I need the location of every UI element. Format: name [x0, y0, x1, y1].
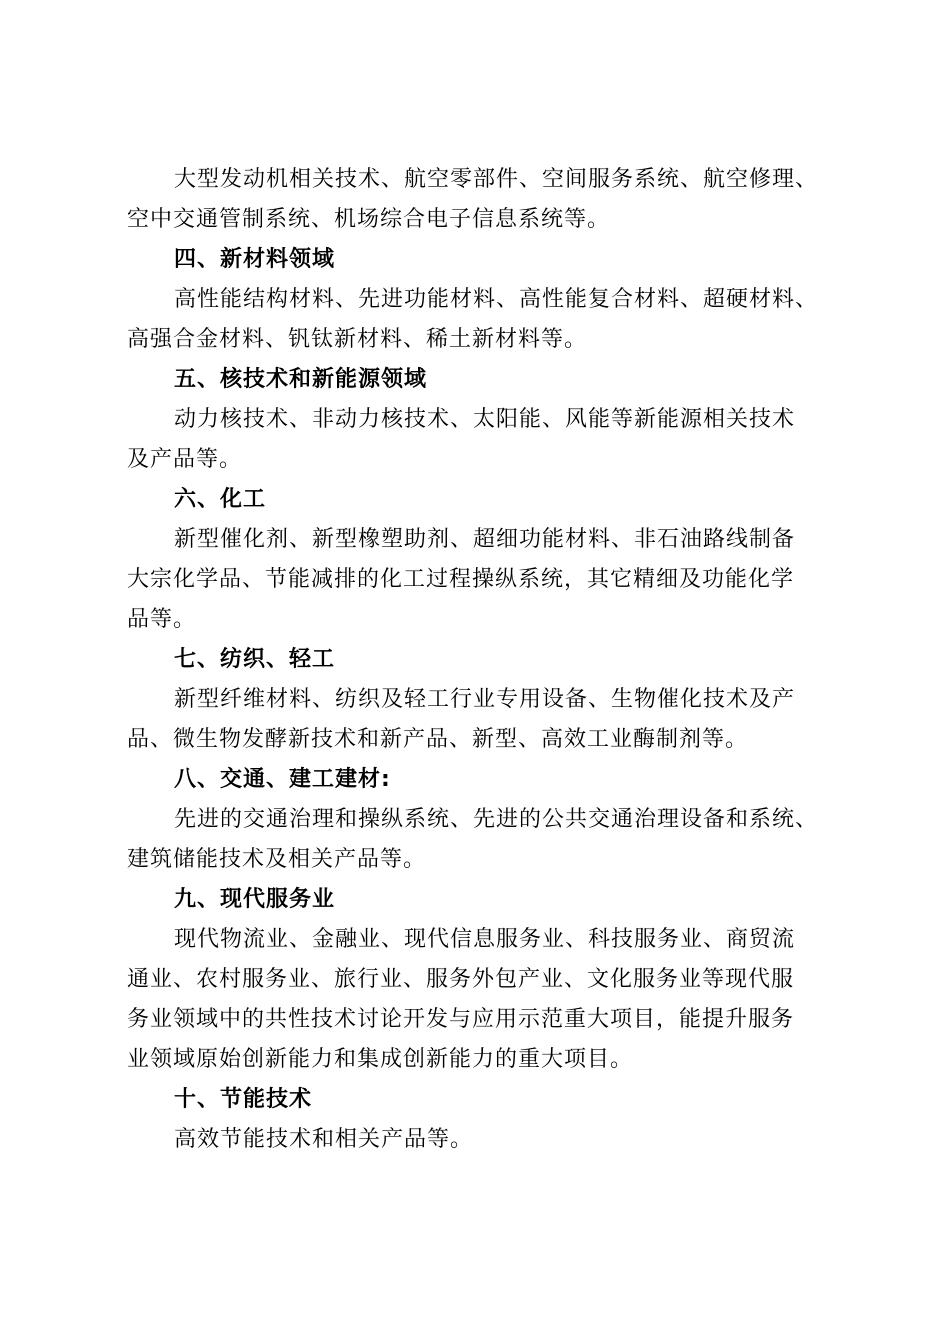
- paragraph-line: 空中交通管制系统、机场综合电子信息系统等。: [127, 207, 611, 232]
- paragraph-line: 大型发动机相关技术、航空零部件、空间服务系统、航空修理、: [174, 167, 819, 192]
- paragraph-line: 及产品等。: [127, 447, 243, 472]
- section-heading: 五、核技术和新能源领域: [174, 367, 428, 392]
- paragraph-line: 高强合金材料、钒钛新材料、稀土新材料等。: [127, 327, 588, 352]
- paragraph-line: 品等。: [127, 607, 197, 632]
- section-heading: 四、新材料领域: [174, 247, 336, 272]
- paragraph-line: 高效节能技术和相关产品等。: [174, 1127, 474, 1152]
- section-nuclear-new-energy: [127, 360, 847, 480]
- section-modern-services: [127, 880, 847, 1080]
- paragraph-line: 现代物流业、金融业、现代信息服务业、科技服务业、商贸流: [174, 927, 796, 952]
- paragraph-line: 通业、农村服务业、旅行业、服务外包产业、文化服务业等现代服: [127, 967, 795, 992]
- section-aviation-continued: [127, 160, 847, 240]
- paragraph-line: 高性能结构材料、先进功能材料、高性能复合材料、超硬材料、: [174, 287, 819, 312]
- section-transport-construction: [127, 760, 847, 880]
- paragraph-line: 动力核技术、非动力核技术、太阳能、风能等新能源相关技术: [174, 407, 796, 432]
- section-heading: 十、节能技术: [174, 1087, 313, 1112]
- document-page: [127, 160, 847, 1160]
- section-heading: 六、化工: [174, 487, 267, 512]
- paragraph-line: 新型纤维材料、纺织及轻工行业专用设备、生物催化技术及产: [174, 687, 796, 712]
- paragraph-line: 大宗化学品、节能减排的化工过程操纵系统，其它精细及功能化学: [127, 567, 795, 592]
- section-new-materials: [127, 240, 847, 360]
- section-chemical: [127, 480, 847, 640]
- paragraph-line: 新型催化剂、新型橡塑助剂、超细功能材料、非石油路线制备: [174, 527, 796, 552]
- section-energy-saving: [127, 1080, 847, 1160]
- section-textile-light-industry: [127, 640, 847, 760]
- section-heading: 七、纺织、轻工: [174, 647, 336, 672]
- paragraph-line: 务业领域中的共性技术讨论开发与应用示范重大项目，能提升服务: [127, 1007, 795, 1032]
- paragraph-line: 业领域原始创新能力和集成创新能力的重大项目。: [127, 1047, 634, 1072]
- paragraph-line: 建筑储能技术及相关产品等。: [127, 847, 427, 872]
- section-heading: 九、现代服务业: [174, 887, 336, 912]
- paragraph-line: 先进的交通治理和操纵系统、先进的公共交通治理设备和系统、: [174, 807, 819, 832]
- paragraph-line: 品、微生物发酵新技术和新产品、新型、高效工业酶制剂等。: [127, 727, 749, 752]
- section-heading: 八、交通、建工建材:: [174, 767, 391, 792]
